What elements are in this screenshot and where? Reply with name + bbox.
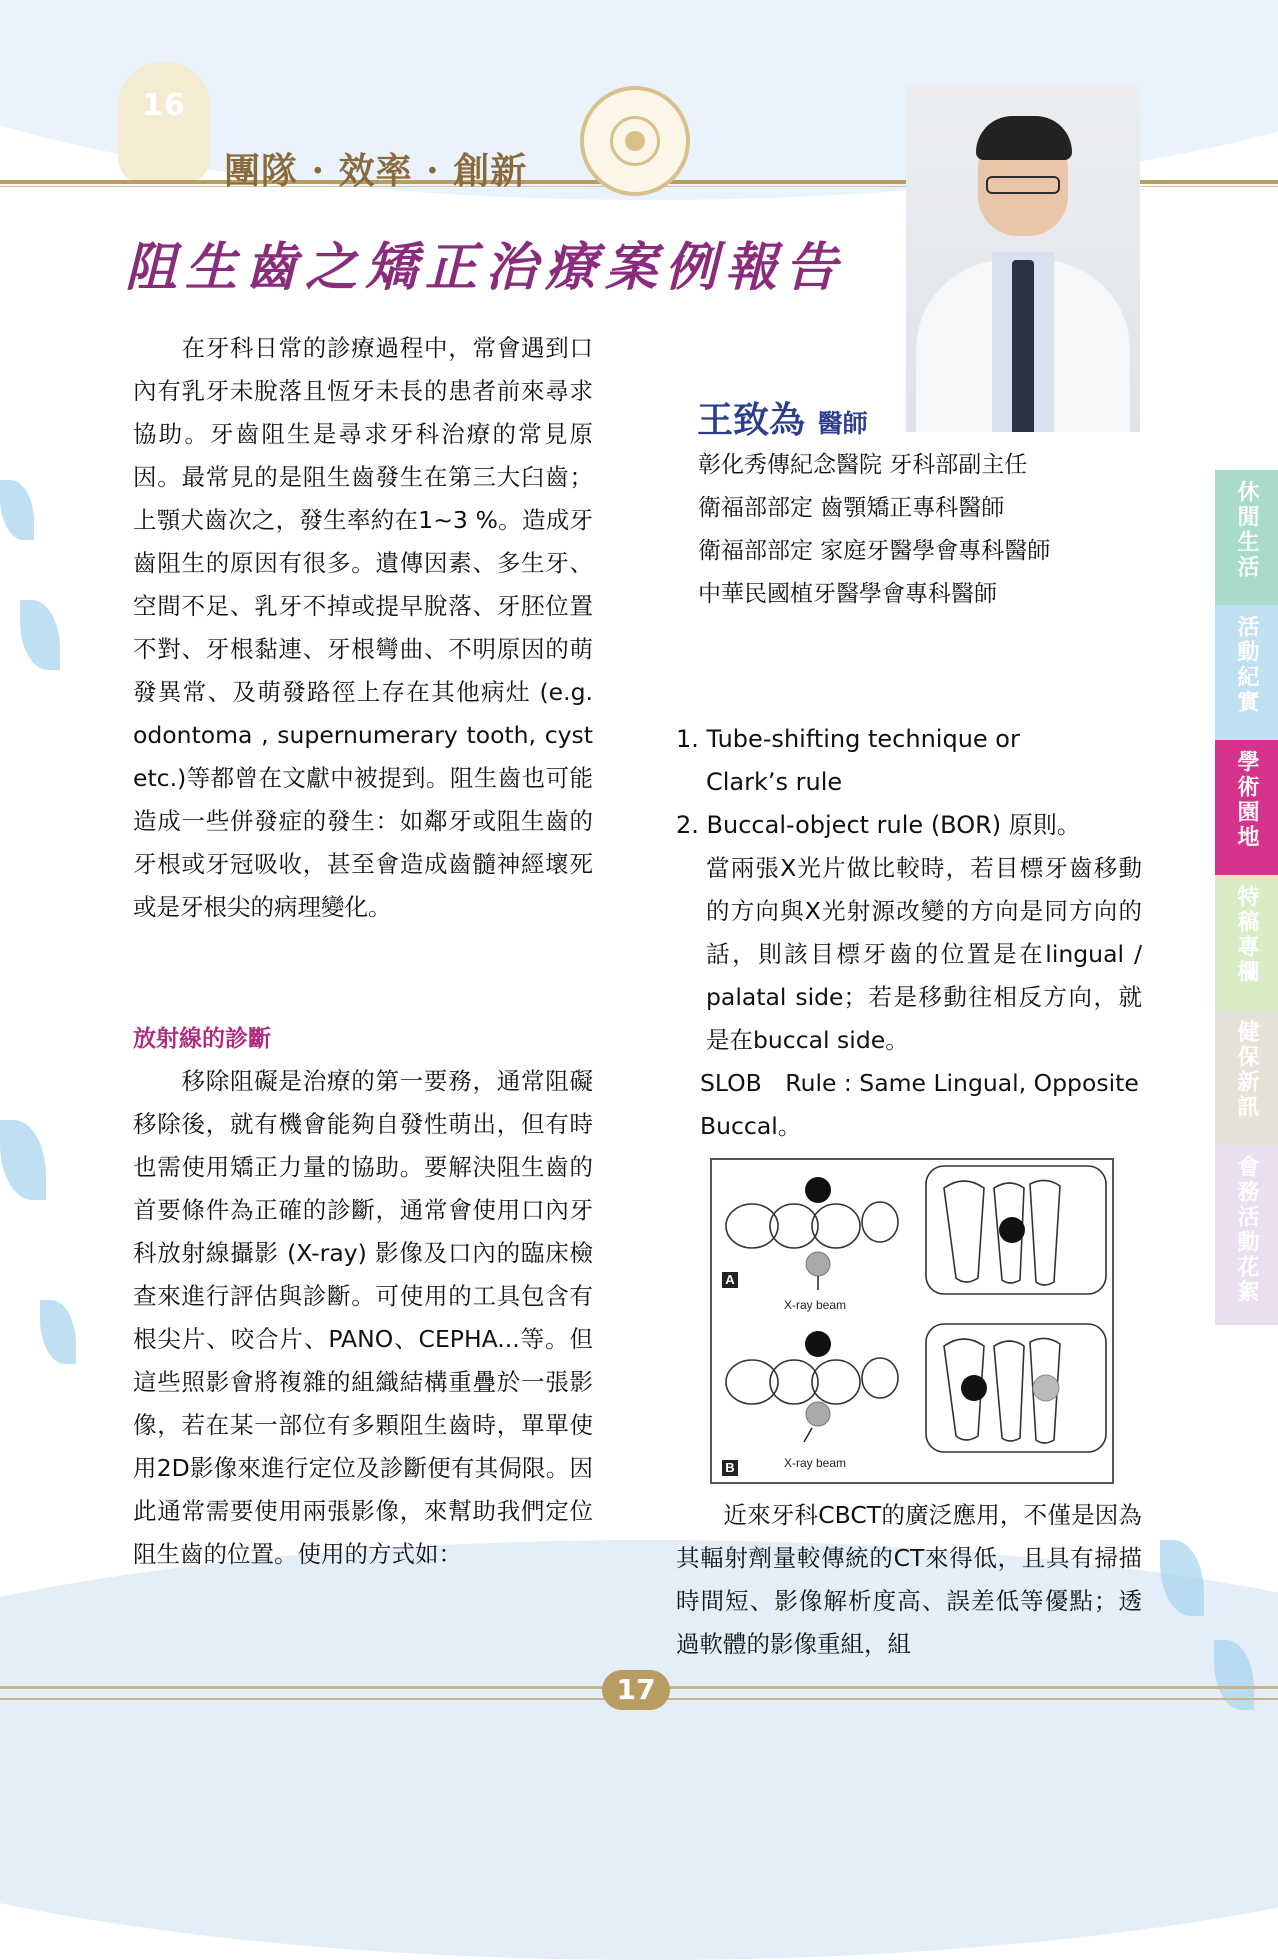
side-tab-activities[interactable]: 活動紀實 (1215, 605, 1278, 740)
article-title: 阻生齒之矯正治療案例報告 (125, 238, 846, 298)
issue-number: 16 (142, 88, 186, 123)
author-credential: 中華民國植牙醫學會專科醫師 (698, 581, 997, 607)
list-number: 1. (676, 725, 699, 753)
association-seal-logo (580, 86, 690, 196)
author-name (697, 392, 868, 443)
side-tab-insurance-news[interactable]: 健保新訊 (1215, 1010, 1278, 1145)
side-tab-academic[interactable]: 學術園地 (1215, 740, 1278, 875)
figure-caption: X-ray beam (784, 1456, 847, 1470)
list-number: 2. (676, 811, 699, 839)
side-tab-special[interactable]: 特稿專欄 (1215, 875, 1278, 1010)
tooth-icon (118, 62, 210, 184)
figure-caption: X-ray beam (784, 1298, 847, 1312)
leaf-decoration (0, 1120, 46, 1200)
list-item-continued: Clark’s rule (706, 768, 843, 796)
author-credential: 彰化秀傳紀念醫院 牙科部副主任 (698, 452, 1028, 478)
cbct-paragraph: 近來牙科CBCT的廣泛應用，不僅是因為其輻射劑量較傳統的CT來得低，且具有掃描時間短、影像解析度高、誤差低等優點；透過軟體的影像重組，組 (676, 1501, 1142, 1658)
bor-explanation: 當兩張X光片做比較時，若目標牙齒移動的方向與X光射源改變的方向是同方向的話，則該目標牙齒的位置是在lingual / palatal side；若是移動往相反方向，就是在buccal side。 (706, 854, 1142, 1054)
side-tab-leisure[interactable]: 休閒生活 (1215, 470, 1278, 605)
slob-rule: SLOB Rule : Same Lingual, Opposite Buccal。 (700, 1069, 1139, 1140)
section-heading: 放射線的診斷 (133, 1026, 271, 1052)
list-item (676, 718, 1020, 761)
author-photo (906, 84, 1140, 432)
list-text: Buccal-object rule (BOR) 原則。 (706, 811, 1081, 839)
list-text: Tube-shifting technique or (706, 725, 1020, 753)
intro-paragraph: 在牙科日常的診療過程中，常會遇到口內有乳牙未脫落且恆牙未長的患者前來尋求協助。牙齒阻生是尋求牙科治療的常見原因。最常見的是阻生齒發生在第三大臼齒；上顎犬齒次之，發生率約在1~3 %。造成牙齒阻生的原因有很多。遺傳因素、多生牙、空間不足、乳牙不掉或提早脫落、牙胚位置不對、牙根黏連、牙根彎曲、不明原因的萌發異常、及萌發路徑上存在其他病灶 (e.g. odontoma , supernumerary tooth, cyst etc.)等都曾在文獻中被提到。阻生齒也可能造成一些併發症的發生：如鄰牙或阻生齒的牙根或牙冠吸收，甚至會造成齒髓神經壞死或是牙根尖的病理變化。 (133, 334, 593, 921)
list-item (676, 804, 1081, 847)
page-number: 17 (602, 1670, 670, 1710)
buccal-object-rule-figure (710, 1158, 1114, 1484)
figure-drawing (712, 1160, 1112, 1482)
figure-panel-label: A (722, 1272, 738, 1288)
author-credential: 衛福部部定 家庭牙醫學會專科醫師 (698, 538, 1051, 564)
author-title: 醫師 (817, 409, 868, 438)
header-slogan: 團隊 · 效率 · 創新 (224, 150, 528, 192)
diagnosis-paragraph: 移除阻礙是治療的第一要務，通常阻礙移除後，就有機會能夠自發性萌出，但有時也需使用矯正力量的協助。要解決阻生齒的首要條件為正確的診斷，通常會使用口內牙科放射線攝影 (X-ray) 影像及口內的臨床檢查來進行評估與診斷。可使用的工具包含有根尖片、咬合片、PANO、CEPHA...等。但這些照影會將複雜的組織結構重疊於一張影像，若在某一部位有多顆阻生齒時，單單使用2D影像來進行定位及診斷便有其侷限。因此通常需要使用兩張影像，來幫助我們定位阻生齒的位置。使用的方式如： (133, 1067, 593, 1568)
figure-panel-label: B (722, 1460, 738, 1476)
leaf-decoration (20, 600, 60, 670)
author-name-text: 王致為 (697, 400, 806, 441)
leaf-decoration (0, 480, 34, 540)
author-credential: 衛福部部定 齒顎矯正專科醫師 (698, 495, 1005, 521)
leaf-decoration (40, 1300, 76, 1364)
side-tab-association-events[interactable]: 會務活動花絮 (1215, 1145, 1278, 1325)
